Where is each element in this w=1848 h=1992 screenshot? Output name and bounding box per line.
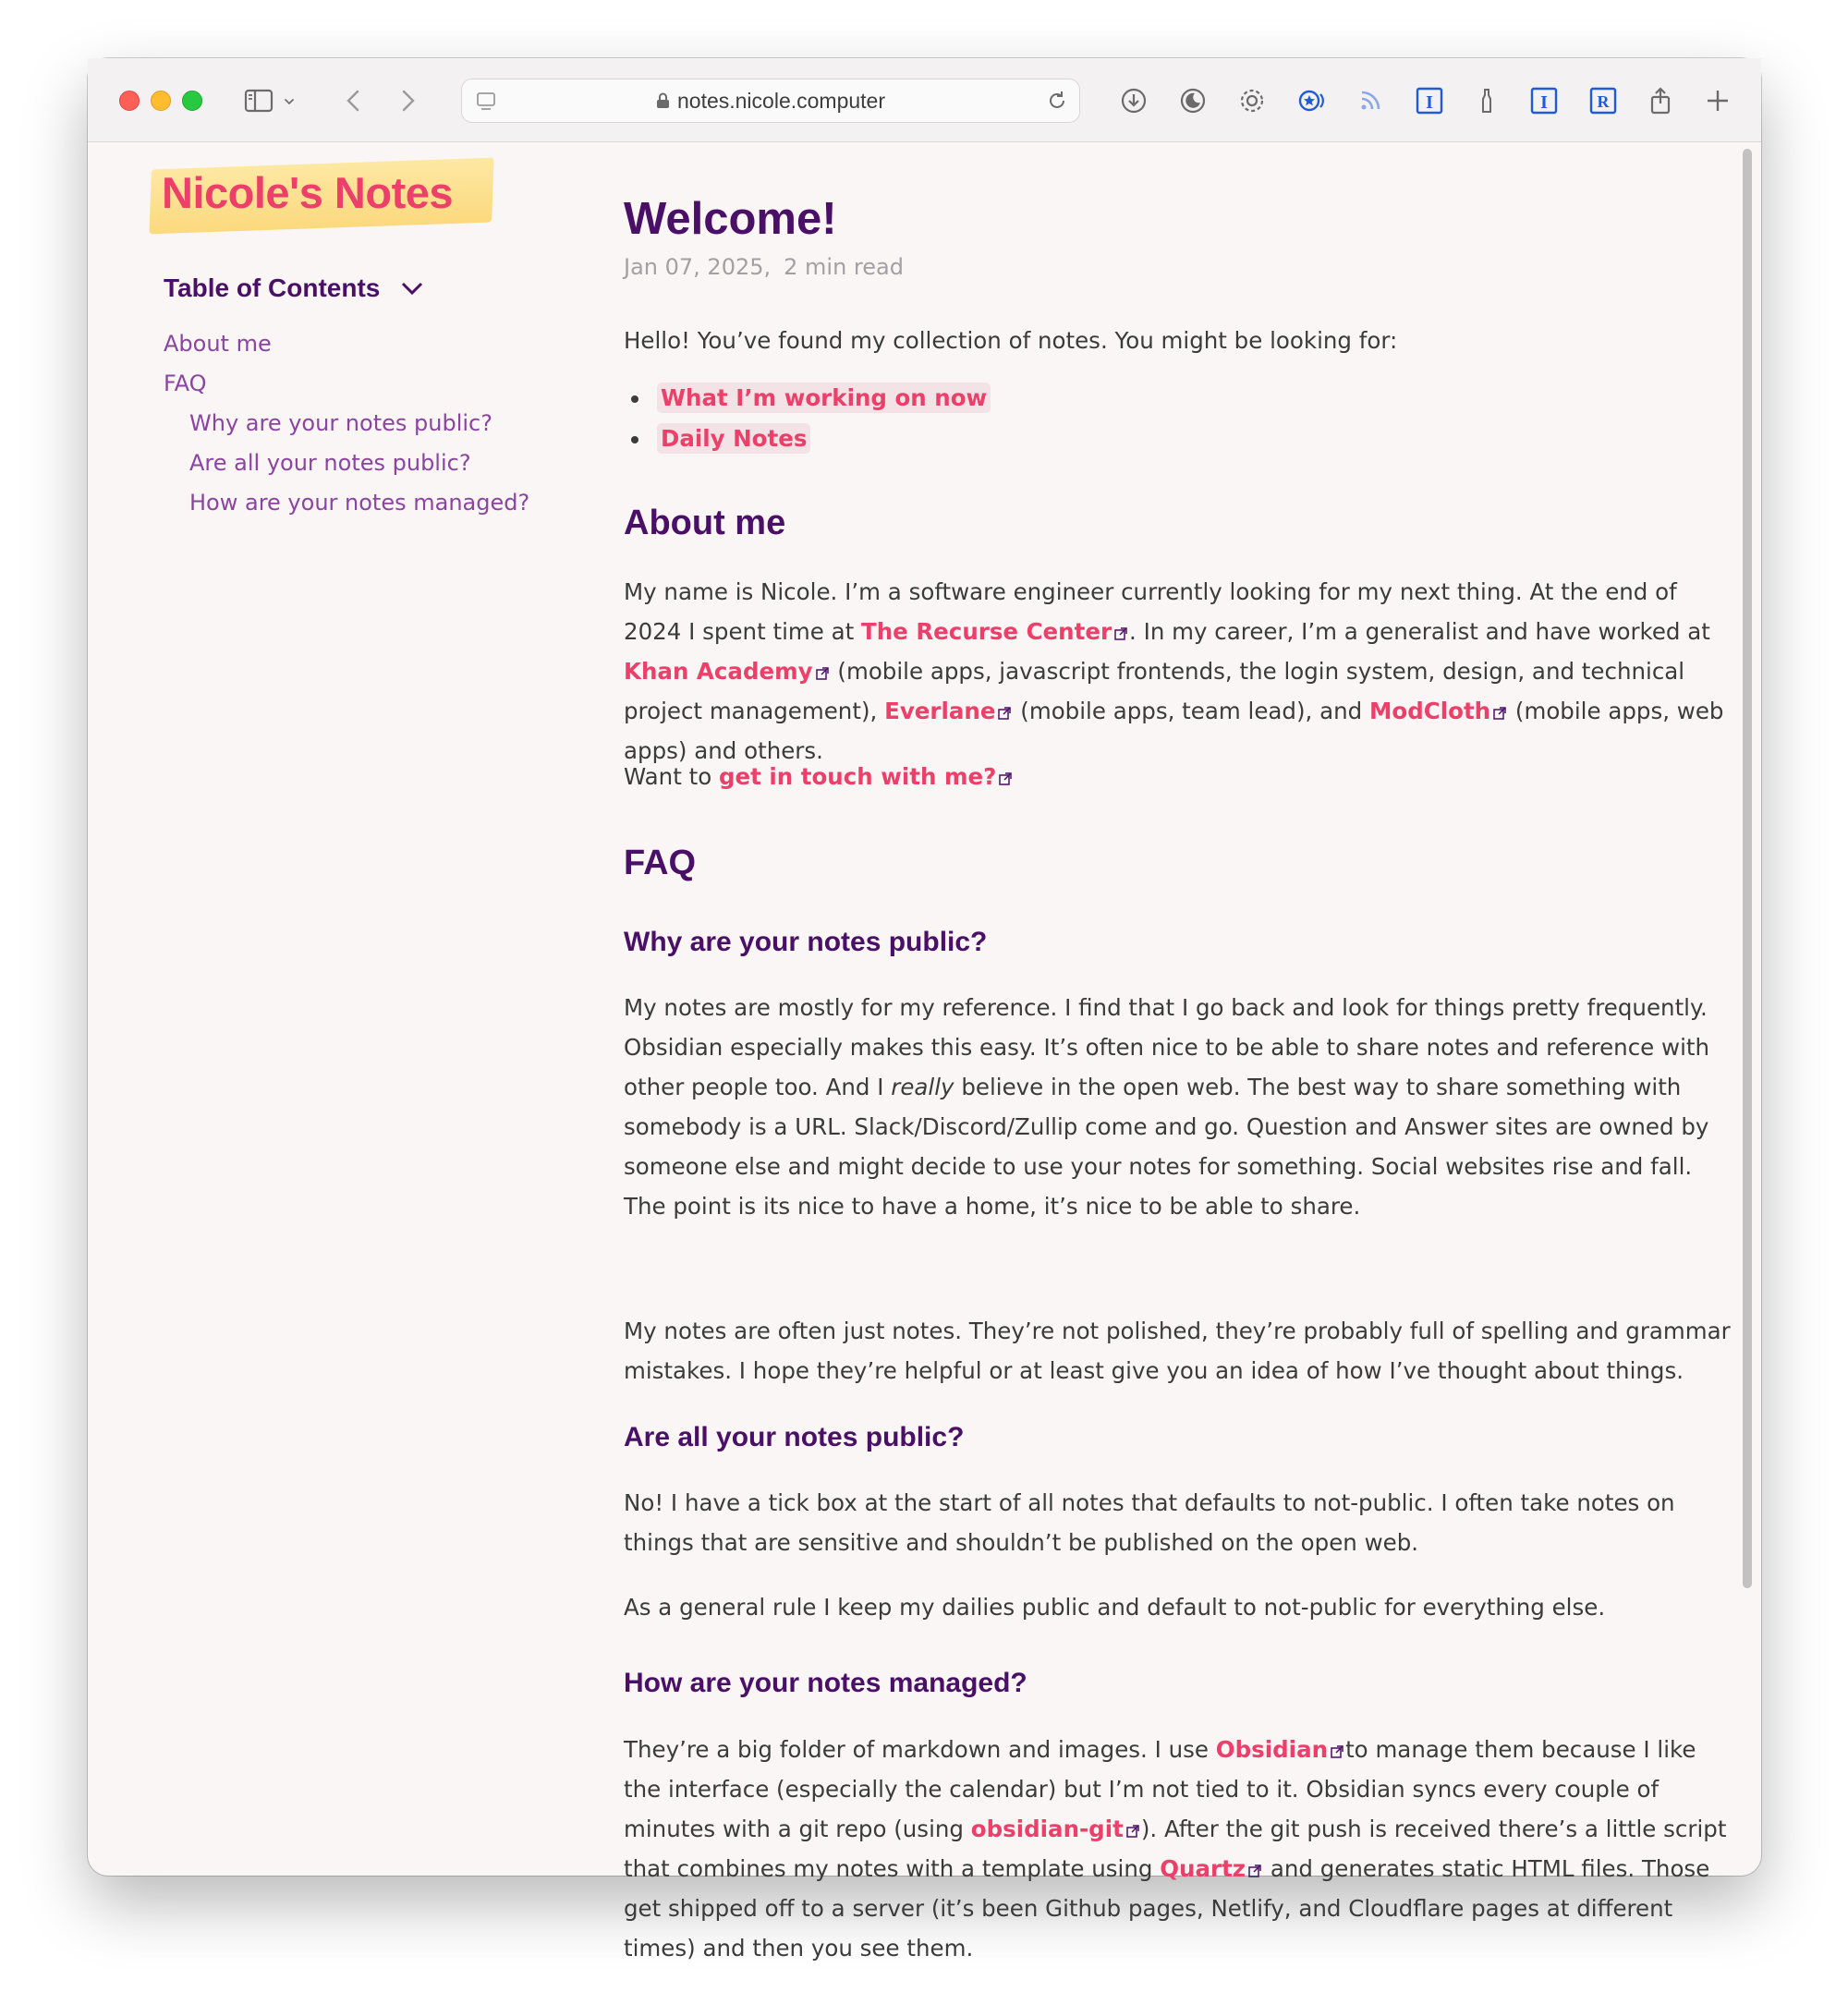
page-icon [475,90,499,118]
text-span: (mobile apps, javascript frontends, the login system, design, and technical project management), [624,658,1685,724]
toc-item-faq[interactable]: FAQ [164,370,207,396]
about-paragraph-1 [624,572,1732,771]
gear-icon[interactable] [1234,82,1270,119]
intro-text: Hello! You’ve found my collection of notes. You might be looking for: [624,327,1398,354]
about-paragraph-2 [624,757,1732,796]
svg-text:R: R [1597,92,1610,111]
lock-icon [656,92,670,109]
share-icon[interactable] [1642,82,1679,119]
text-span: to manage them because I like the interface (especially the calendar) but I’m not tied to it. Obsidian syncs every couple of minutes with a git repo (using [624,1736,1696,1842]
readwise-icon[interactable] [1585,82,1622,119]
close-window-button[interactable] [119,91,140,111]
text-span: They’re a big folder of markdown and images. I use [624,1736,1216,1763]
obsidian-link[interactable]: Obsidian [1215,1736,1329,1763]
external-link-icon [999,772,1012,785]
article-date: Jan 07, 2025, [624,254,772,280]
page-title: Welcome! [624,194,837,244]
download-icon[interactable] [1115,82,1152,119]
all-public-paragraph-2: As a general rule I keep my dailies public and default to not-public for everything else. [624,1594,1606,1621]
khan-academy-link[interactable]: Khan Academy [624,658,813,685]
article-meta [624,254,904,280]
toc-title: Table of Contents [164,273,381,302]
svg-text:I: I [1426,92,1433,113]
chevron-down-icon [400,281,424,296]
why-public-heading: Why are your notes public? [624,927,988,957]
browser-window [88,58,1761,1962]
quartz-link[interactable]: Quartz [1160,1855,1246,1882]
reader-extension-icon[interactable] [1293,82,1330,119]
external-link-icon [816,667,829,680]
address-bar[interactable] [461,79,1080,123]
modcloth-link[interactable]: ModCloth [1368,698,1491,724]
text-span: Want to [624,763,719,790]
obsidian-git-link[interactable]: obsidian-git [970,1816,1124,1842]
instapaper-icon[interactable] [1411,82,1448,119]
dark-mode-icon[interactable] [1174,82,1211,119]
scrollbar-thumb[interactable] [1743,149,1752,1588]
sidebar-toggle-icon[interactable] [240,82,277,119]
working-on-now-link[interactable]: What I’m working on now [657,383,991,413]
list-item [657,419,991,459]
text-span: ). After the git push is received there’s a little script that combines my notes with a template using [624,1816,1727,1882]
new-tab-icon[interactable] [1699,82,1736,119]
external-link-icon [998,707,1011,720]
sidebar [88,143,605,1876]
text-span: My notes are mostly for my reference. I find that I go back and look for things pretty frequently. Obsidian especially makes this easy. It’s often nice to be able to share notes and reference with other people too. And I [624,994,1710,1100]
logo-text: Nicole's Notes [162,168,454,217]
how-managed-heading: How are your notes managed? [624,1668,1027,1698]
url-text: notes.nicole.computer [676,88,885,113]
svg-text:I: I [1540,92,1548,113]
zoom-window-button[interactable] [182,91,202,111]
text-span: (mobile apps, web apps) and others. [624,698,1724,764]
list-item [657,378,991,419]
text-span: My name is Nicole. I’m a software engineer currently looking for my next thing. At the end of 2024 I spent time at [624,578,1677,645]
reload-icon[interactable] [1044,88,1070,118]
daily-notes-link[interactable]: Daily Notes [657,423,810,454]
bottle-extension-icon[interactable] [1468,82,1505,119]
text-span: and generates static HTML files. Those get shipped off to a server (it’s been Github pages, Netlify, and Cloudflare pages at different times) and then you see them. [624,1855,1710,1962]
toc-list [164,324,529,523]
browser-toolbar [88,58,1761,142]
about-heading: About me [624,504,786,542]
everlane-link[interactable]: Everlane [884,698,996,724]
external-link-icon [1114,627,1127,640]
contact-link[interactable]: get in touch with me? [718,763,997,790]
why-public-paragraph-2: My notes are often just notes. They’re not polished, they’re probably full of spelling and grammar mistakes. I hope they’re helpful or at least give you an idea of how I’ve thought about things. [624,1318,1731,1384]
text-span: believe in the open web. The best way to share something with somebody is a URL. Slack/Discord/Zullip come and go. Question and Answer sites are owned by someone else and might decide to use your notes for something. Social websites rise and fall. The point is its nice to have a home, it’s nice to be able to share. [624,1074,1709,1220]
instapaper-save-icon[interactable] [1526,82,1562,119]
toc-item-all-public[interactable]: Are all your notes public? [189,450,471,476]
back-icon[interactable] [335,82,372,119]
article-read-time: 2 min read [784,254,904,280]
all-public-paragraph-1: No! I have a tick box at the start of all notes that defaults to not-public. I often take notes on things that are sensitive and shouldn’t be published on the open web. [624,1489,1675,1556]
rss-icon[interactable] [1352,82,1389,119]
minimize-window-button[interactable] [151,91,171,111]
toc-item-why-public[interactable]: Why are your notes public? [189,410,492,436]
toc-item-how-managed[interactable]: How are your notes managed? [189,490,530,516]
recurse-center-link[interactable]: The Recurse Center [861,618,1112,645]
text-span: (mobile apps, team lead), and [1013,698,1369,724]
forward-icon[interactable] [389,82,426,119]
faq-heading: FAQ [624,844,697,882]
page-content [88,143,1761,1962]
emphasis-text: really [891,1074,954,1100]
site-logo[interactable] [151,156,496,234]
toc-toggle[interactable] [164,273,424,303]
external-link-icon [1126,1825,1139,1838]
chevron-down-icon[interactable] [278,82,300,119]
scrollbar[interactable] [1741,149,1754,1870]
why-public-paragraph-1 [624,988,1732,1226]
external-link-icon [1248,1864,1261,1877]
all-public-heading: Are all your notes public? [624,1422,965,1452]
text-span: . In my career, I’m a generalist and have worked at [1129,618,1710,645]
toc-item-about-me[interactable]: About me [164,331,272,357]
external-link-icon [1331,1745,1343,1758]
how-managed-paragraph [624,1730,1732,1968]
intro-link-list [657,378,991,459]
external-link-icon [1493,707,1506,720]
